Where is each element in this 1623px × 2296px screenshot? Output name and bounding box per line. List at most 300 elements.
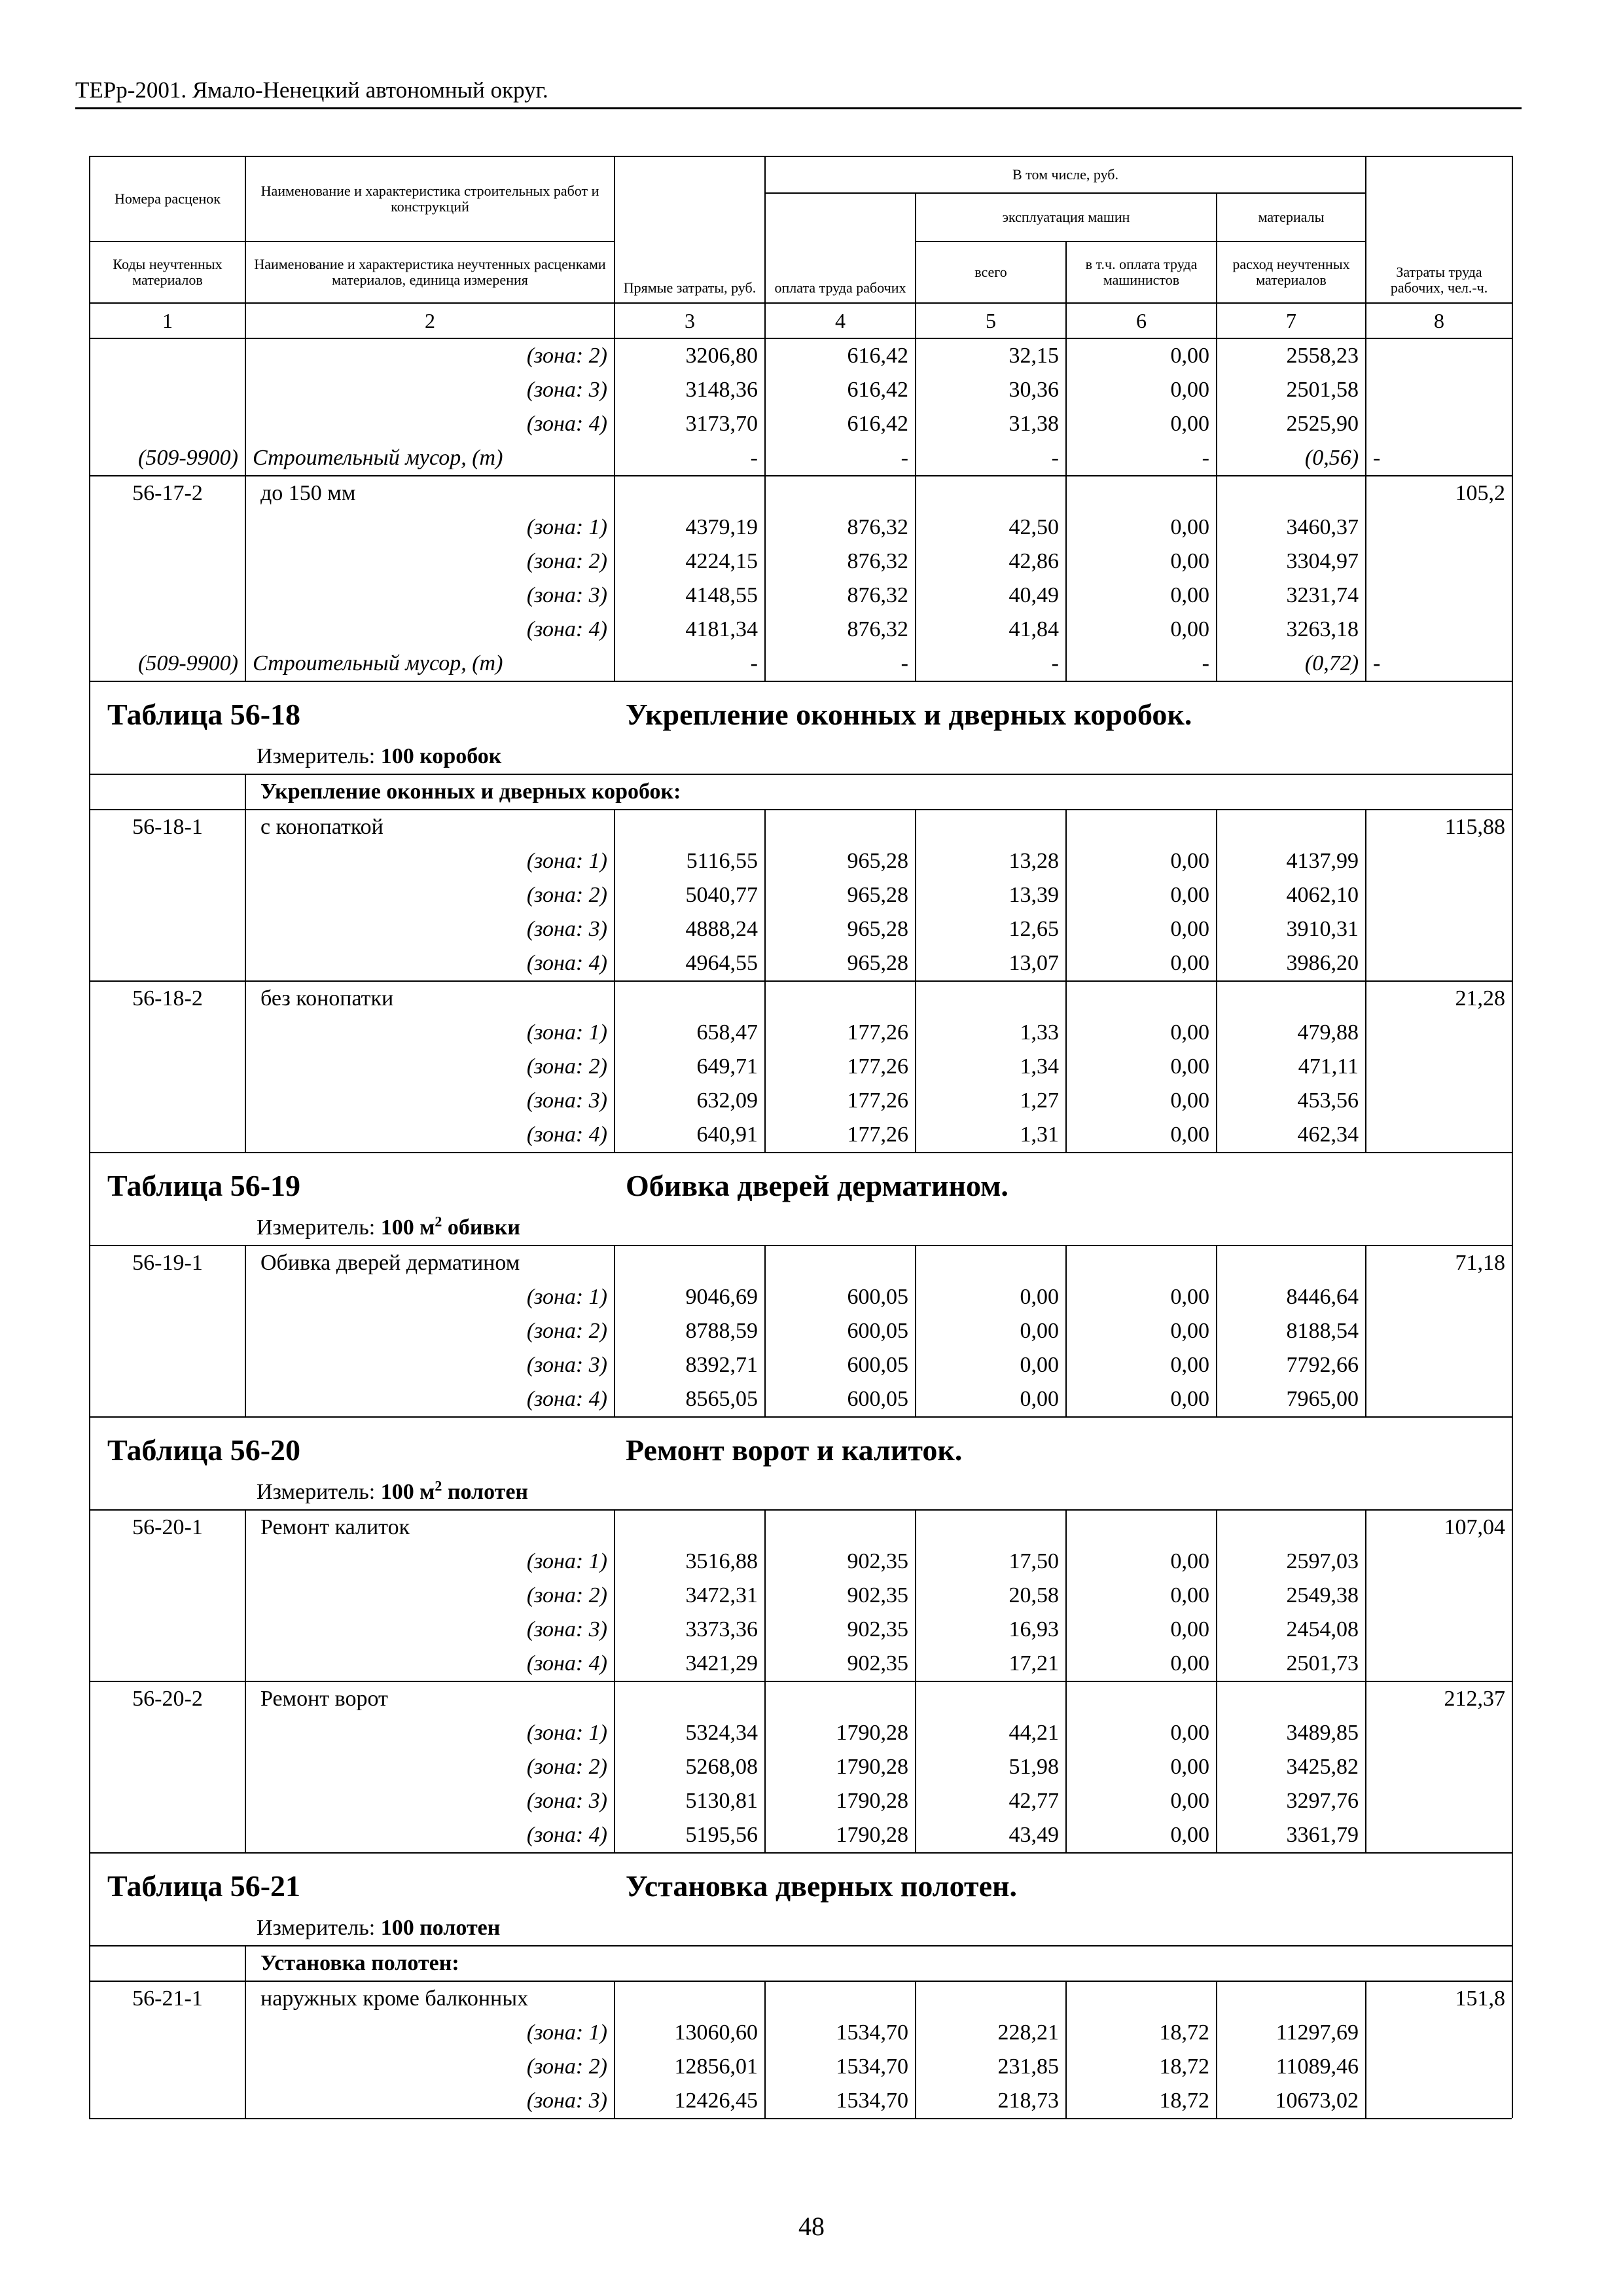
value-cell — [916, 1246, 1066, 1280]
value-cell: 3460,37 — [1217, 511, 1366, 545]
item-code: 56-21-1 — [90, 1981, 245, 2016]
value-cell: 40,49 — [916, 579, 1066, 613]
value-cell: 0,00 — [1066, 946, 1217, 981]
zone-row — [90, 1545, 1512, 1579]
code-cell — [90, 2050, 245, 2084]
value-cell: 1790,28 — [765, 1818, 916, 1853]
table-number: Таблица 56-20 — [107, 1433, 301, 1467]
value-cell: 1534,70 — [765, 2016, 916, 2050]
col-num: 5 — [916, 303, 1066, 338]
code-cell — [90, 1382, 245, 1417]
value-cell: 0,00 — [1066, 1348, 1217, 1382]
value-cell: 600,05 — [765, 1348, 916, 1382]
measure-value: 100 м — [380, 1480, 435, 1504]
code-cell — [90, 1084, 245, 1118]
item-code: 56-18-2 — [90, 981, 245, 1016]
value-cell: 51,98 — [916, 1750, 1066, 1784]
table-name: Обивка дверей дерматином. — [626, 1169, 1008, 1202]
page-header — [75, 77, 1522, 109]
zone-row — [90, 1784, 1512, 1818]
col6-header: в т.ч. оплата труда машинистов — [1066, 242, 1217, 303]
labor-value: 115,88 — [1366, 810, 1512, 844]
value-cell: 3489,85 — [1217, 1716, 1366, 1750]
measure-label: Измеритель: — [257, 744, 381, 768]
col1-top-header: Номера расценок — [90, 156, 245, 242]
value-cell: 902,35 — [765, 1545, 916, 1579]
zone-label: (зона: 1) — [245, 1716, 615, 1750]
value-cell — [765, 476, 916, 511]
price-table — [89, 156, 1512, 2119]
col-num: 2 — [245, 303, 615, 338]
item-code: 56-18-1 — [90, 810, 245, 844]
value-cell: 479,88 — [1217, 1016, 1366, 1050]
col4-header: оплата труда рабочих — [765, 193, 916, 303]
section-heading — [90, 1853, 1512, 1946]
value-cell: 4888,24 — [615, 912, 765, 946]
zone-label: (зона: 3) — [245, 1348, 615, 1382]
zone-row — [90, 844, 1512, 878]
value-cell: 177,26 — [765, 1118, 916, 1153]
labor-cell — [1366, 878, 1512, 912]
value-cell: 0,00 — [1066, 1545, 1217, 1579]
value-cell: 616,42 — [765, 373, 916, 407]
code-cell — [90, 1050, 245, 1084]
measure-tail: обивки — [442, 1215, 520, 1240]
value-cell: - — [615, 647, 765, 681]
measure-line — [257, 742, 501, 771]
zone-label: (зона: 4) — [245, 1647, 615, 1681]
value-cell: 0,00 — [1066, 1579, 1217, 1613]
value-cell: 0,00 — [1066, 1750, 1217, 1784]
value-cell: 42,86 — [916, 545, 1066, 579]
labor-cell — [1366, 579, 1512, 613]
value-cell — [1066, 810, 1217, 844]
code-cell — [90, 1946, 245, 1981]
subheading-row — [90, 774, 1512, 810]
labor-cell — [1366, 407, 1512, 441]
value-cell: 17,21 — [916, 1647, 1066, 1681]
value-cell: 0,00 — [1066, 1050, 1217, 1084]
value-cell — [1217, 1981, 1366, 2016]
value-cell: 11297,69 — [1217, 2016, 1366, 2050]
value-cell — [615, 1981, 765, 2016]
rates-table — [89, 156, 1513, 2118]
value-cell: 3173,70 — [615, 407, 765, 441]
zone-label: (зона: 1) — [245, 511, 615, 545]
value-cell: 3516,88 — [615, 1545, 765, 1579]
value-cell: 3361,79 — [1217, 1818, 1366, 1853]
value-cell: 0,00 — [1066, 1818, 1217, 1853]
value-cell — [615, 1510, 765, 1545]
value-cell: 0,00 — [1066, 1784, 1217, 1818]
value-cell: 7792,66 — [1217, 1348, 1366, 1382]
zone-label: (зона: 2) — [245, 1579, 615, 1613]
zone-label: (зона: 1) — [245, 1280, 615, 1314]
labor-cell — [1366, 613, 1512, 647]
value-cell: 0,00 — [1066, 579, 1217, 613]
measure-value: 100 коробок — [380, 744, 502, 768]
value-cell: 41,84 — [916, 613, 1066, 647]
table-bottom-edge — [89, 2118, 1512, 2119]
value-cell: 4148,55 — [615, 579, 765, 613]
labor-value: 105,2 — [1366, 476, 1512, 511]
item-code: 56-20-2 — [90, 1681, 245, 1716]
value-cell: 3263,18 — [1217, 613, 1366, 647]
value-cell — [765, 1681, 916, 1716]
zone-label: (зона: 2) — [245, 1050, 615, 1084]
value-cell — [1066, 1510, 1217, 1545]
labor-cell — [1366, 1084, 1512, 1118]
value-cell — [1217, 476, 1366, 511]
value-cell: 3421,29 — [615, 1647, 765, 1681]
value-cell: 8188,54 — [1217, 1314, 1366, 1348]
labor-cell — [1366, 1613, 1512, 1647]
value-cell: 218,73 — [916, 2084, 1066, 2118]
value-cell — [615, 981, 765, 1016]
zone-row — [90, 1118, 1512, 1153]
value-cell: 632,09 — [615, 1084, 765, 1118]
value-cell: 902,35 — [765, 1579, 916, 1613]
zone-label: (зона: 1) — [245, 844, 615, 878]
material-code: (509-9900) — [90, 647, 245, 681]
value-cell: 18,72 — [1066, 2084, 1217, 2118]
zone-row — [90, 373, 1512, 407]
value-cell: 1,34 — [916, 1050, 1066, 1084]
section-row — [90, 1853, 1512, 1946]
zone-row — [90, 545, 1512, 579]
zone-label: (зона: 4) — [245, 946, 615, 981]
value-cell — [765, 1981, 916, 2016]
value-cell: 876,32 — [765, 579, 916, 613]
zone-label: (зона: 1) — [245, 2016, 615, 2050]
value-cell: - — [765, 647, 916, 681]
measure-line — [257, 1213, 520, 1242]
item-name: наружных кроме балконных — [245, 1981, 615, 2016]
material-code: (509-9900) — [90, 441, 245, 476]
zone-row — [90, 1348, 1512, 1382]
machines-header: эксплуатация машин — [916, 193, 1217, 242]
value-cell: 3425,82 — [1217, 1750, 1366, 1784]
value-cell: 0,00 — [1066, 878, 1217, 912]
value-cell: 876,32 — [765, 545, 916, 579]
measure-line — [257, 1478, 528, 1507]
labor-cell — [1366, 1118, 1512, 1153]
value-cell: 0,00 — [1066, 1084, 1217, 1118]
value-cell: 640,91 — [615, 1118, 765, 1153]
zone-label: (зона: 2) — [245, 2050, 615, 2084]
code-cell — [90, 1118, 245, 1153]
value-cell: 0,00 — [1066, 613, 1217, 647]
incl-header: В том числе, руб. — [765, 156, 1366, 193]
zone-row — [90, 1818, 1512, 1853]
labor-cell — [1366, 1784, 1512, 1818]
zone-label: (зона: 4) — [245, 1118, 615, 1153]
zone-label: (зона: 3) — [245, 373, 615, 407]
labor-cell — [1366, 373, 1512, 407]
value-cell: 1,27 — [916, 1084, 1066, 1118]
zone-label: (зона: 3) — [245, 2084, 615, 2118]
code-cell — [90, 545, 245, 579]
code-cell — [90, 1613, 245, 1647]
value-cell — [916, 981, 1066, 1016]
value-cell: 13,07 — [916, 946, 1066, 981]
section-heading — [90, 1417, 1512, 1510]
measure-line — [257, 1914, 500, 1943]
code-cell — [90, 1545, 245, 1579]
value-cell: 30,36 — [916, 373, 1066, 407]
value-cell — [1217, 981, 1366, 1016]
value-cell — [916, 1510, 1066, 1545]
section-heading — [90, 681, 1512, 774]
zone-label: (зона: 2) — [245, 545, 615, 579]
value-cell: 3297,76 — [1217, 1784, 1366, 1818]
column-number-row — [90, 303, 1512, 338]
item-row — [90, 810, 1512, 844]
value-cell: 8565,05 — [615, 1382, 765, 1417]
value-cell: 177,26 — [765, 1016, 916, 1050]
measure-value: 100 полотен — [380, 1916, 501, 1940]
value-cell: 44,21 — [916, 1716, 1066, 1750]
zone-label: (зона: 3) — [245, 912, 615, 946]
value-cell: 12,65 — [916, 912, 1066, 946]
code-cell — [90, 373, 245, 407]
value-cell: 32,15 — [916, 338, 1066, 373]
value-cell — [916, 1681, 1066, 1716]
value-cell: 0,00 — [1066, 1280, 1217, 1314]
value-cell — [615, 1681, 765, 1716]
code-cell — [90, 774, 245, 810]
code-cell — [90, 1647, 245, 1681]
value-cell: 3986,20 — [1217, 946, 1366, 981]
item-name: без конопатки — [245, 981, 615, 1016]
table-number: Таблица 56-19 — [107, 1169, 301, 1202]
value-cell: 3148,36 — [615, 373, 765, 407]
zone-row — [90, 1579, 1512, 1613]
table-number: Таблица 56-21 — [107, 1869, 301, 1903]
col1-bottom-header: Коды неучтенных материалов — [90, 242, 245, 303]
labor-cell — [1366, 912, 1512, 946]
value-cell: 1,31 — [916, 1118, 1066, 1153]
labor-cell — [1366, 1647, 1512, 1681]
value-cell: 902,35 — [765, 1647, 916, 1681]
value-cell: 1534,70 — [765, 2084, 916, 2118]
labor-value: 21,28 — [1366, 981, 1512, 1016]
section-row — [90, 1417, 1512, 1510]
value-cell: 0,00 — [1066, 1118, 1217, 1153]
code-cell — [90, 878, 245, 912]
zone-label: (зона: 3) — [245, 1784, 615, 1818]
materials-header: материалы — [1217, 193, 1366, 242]
value-cell: 17,50 — [916, 1545, 1066, 1579]
table-name: Ремонт ворот и калиток. — [626, 1433, 963, 1467]
col2-bottom-header: Наименование и характеристика неучтенных расценками материалов, единица измерения — [245, 242, 615, 303]
labor-cell: - — [1366, 647, 1512, 681]
zone-row — [90, 2016, 1512, 2050]
labor-value: 107,04 — [1366, 1510, 1512, 1545]
code-cell — [90, 1280, 245, 1314]
zone-row — [90, 613, 1512, 647]
zone-label: (зона: 1) — [245, 1545, 615, 1579]
section-row — [90, 1153, 1512, 1246]
value-cell: 0,00 — [916, 1314, 1066, 1348]
value-cell: 4964,55 — [615, 946, 765, 981]
code-cell — [90, 1784, 245, 1818]
value-cell: 4181,34 — [615, 613, 765, 647]
value-cell: - — [916, 647, 1066, 681]
col3-header: Прямые затраты, руб. — [615, 156, 765, 303]
value-cell — [1066, 1981, 1217, 2016]
value-cell: 11089,46 — [1217, 2050, 1366, 2084]
col-num: 1 — [90, 303, 245, 338]
value-cell: 2501,73 — [1217, 1647, 1366, 1681]
value-cell: - — [1066, 441, 1217, 476]
col5-header: всего — [916, 242, 1066, 303]
item-row — [90, 1510, 1512, 1545]
value-cell — [1066, 1246, 1217, 1280]
section-row — [90, 681, 1512, 774]
labor-cell — [1366, 1280, 1512, 1314]
measure-sup: 2 — [435, 1213, 442, 1230]
value-cell: 0,00 — [1066, 511, 1217, 545]
value-cell: 471,11 — [1217, 1050, 1366, 1084]
zone-row — [90, 1050, 1512, 1084]
col-num: 4 — [765, 303, 916, 338]
zone-row — [90, 407, 1512, 441]
zone-label: (зона: 2) — [245, 878, 615, 912]
zone-label: (зона: 3) — [245, 579, 615, 613]
value-cell — [1217, 1510, 1366, 1545]
waste-row — [90, 647, 1512, 681]
value-cell: 616,42 — [765, 407, 916, 441]
zone-label: (зона: 3) — [245, 1084, 615, 1118]
value-cell: 12856,01 — [615, 2050, 765, 2084]
measure-label: Измеритель: — [257, 1916, 381, 1940]
zone-row — [90, 2084, 1512, 2118]
value-cell: 7965,00 — [1217, 1382, 1366, 1417]
labor-cell — [1366, 1382, 1512, 1417]
value-cell: 4062,10 — [1217, 878, 1366, 912]
labor-cell — [1366, 1716, 1512, 1750]
value-cell: 0,00 — [1066, 1314, 1217, 1348]
labor-cell — [1366, 338, 1512, 373]
labor-cell: - — [1366, 441, 1512, 476]
value-cell: 876,32 — [765, 511, 916, 545]
value-cell — [1066, 476, 1217, 511]
code-cell — [90, 579, 245, 613]
labor-cell — [1366, 1579, 1512, 1613]
value-cell: 0,00 — [916, 1280, 1066, 1314]
zone-row — [90, 1016, 1512, 1050]
zone-row — [90, 912, 1512, 946]
value-cell: 0,00 — [1066, 1016, 1217, 1050]
value-cell: 876,32 — [765, 613, 916, 647]
value-cell: 2549,38 — [1217, 1579, 1366, 1613]
table-name: Укрепление оконных и дверных коробок. — [626, 698, 1192, 731]
subheading: Установка полотен: — [245, 1946, 1512, 1981]
item-row — [90, 476, 1512, 511]
zone-label: (зона: 4) — [245, 407, 615, 441]
value-cell: 5324,34 — [615, 1716, 765, 1750]
labor-cell — [1366, 1348, 1512, 1382]
value-cell: 2501,58 — [1217, 373, 1366, 407]
zone-row — [90, 2050, 1512, 2084]
value-cell: 1790,28 — [765, 1716, 916, 1750]
item-row — [90, 1681, 1512, 1716]
item-name: с конопаткой — [245, 810, 615, 844]
value-cell: 0,00 — [1066, 407, 1217, 441]
value-cell — [916, 810, 1066, 844]
zone-label: (зона: 4) — [245, 1382, 615, 1417]
value-cell — [1217, 810, 1366, 844]
value-cell: 4224,15 — [615, 545, 765, 579]
value-cell: 231,85 — [916, 2050, 1066, 2084]
value-cell: 4137,99 — [1217, 844, 1366, 878]
material-name: Строительный мусор, (т) — [245, 647, 615, 681]
labor-cell — [1366, 1545, 1512, 1579]
code-cell — [90, 844, 245, 878]
value-cell — [1217, 1681, 1366, 1716]
value-cell: 0,00 — [1066, 373, 1217, 407]
table-number: Таблица 56-18 — [107, 698, 301, 731]
value-cell: 12426,45 — [615, 2084, 765, 2118]
col-num: 6 — [1066, 303, 1217, 338]
zone-row — [90, 1716, 1512, 1750]
col2-top-header: Наименование и характеристика строительных работ и конструкций — [245, 156, 615, 242]
value-cell — [1066, 981, 1217, 1016]
value-cell: 3373,36 — [615, 1613, 765, 1647]
labor-cell — [1366, 1750, 1512, 1784]
document-title: ТЕРр-2001. Ямало-Ненецкий автономный округ. — [75, 77, 548, 103]
value-cell — [615, 476, 765, 511]
value-cell: 2597,03 — [1217, 1545, 1366, 1579]
value-cell: 1790,28 — [765, 1784, 916, 1818]
code-cell — [90, 1579, 245, 1613]
zone-label: (зона: 2) — [245, 1314, 615, 1348]
labor-cell — [1366, 2084, 1512, 2118]
labor-cell — [1366, 844, 1512, 878]
value-cell: 649,71 — [615, 1050, 765, 1084]
labor-cell — [1366, 545, 1512, 579]
col-num: 7 — [1217, 303, 1366, 338]
value-cell: 600,05 — [765, 1382, 916, 1417]
value-cell: 5195,56 — [615, 1818, 765, 1853]
value-cell — [765, 810, 916, 844]
labor-cell — [1366, 1016, 1512, 1050]
value-cell — [765, 1246, 916, 1280]
value-cell — [1217, 1246, 1366, 1280]
value-cell: 600,05 — [765, 1280, 916, 1314]
zone-label: (зона: 3) — [245, 1613, 615, 1647]
zone-row — [90, 1084, 1512, 1118]
value-cell — [916, 476, 1066, 511]
item-name: Ремонт ворот — [245, 1681, 615, 1716]
value-cell: - — [1066, 647, 1217, 681]
value-cell: 2558,23 — [1217, 338, 1366, 373]
code-cell — [90, 2084, 245, 2118]
item-name: Ремонт калиток — [245, 1510, 615, 1545]
value-cell: 177,26 — [765, 1084, 916, 1118]
item-row — [90, 1981, 1512, 2016]
measure-sup: 2 — [435, 1477, 442, 1494]
item-row — [90, 1246, 1512, 1280]
value-cell: 228,21 — [916, 2016, 1066, 2050]
item-row — [90, 981, 1512, 1016]
zone-row — [90, 579, 1512, 613]
col-num: 8 — [1366, 303, 1512, 338]
value-cell: 0,00 — [916, 1382, 1066, 1417]
value-cell: 3231,74 — [1217, 579, 1366, 613]
subheading-row — [90, 1946, 1512, 1981]
